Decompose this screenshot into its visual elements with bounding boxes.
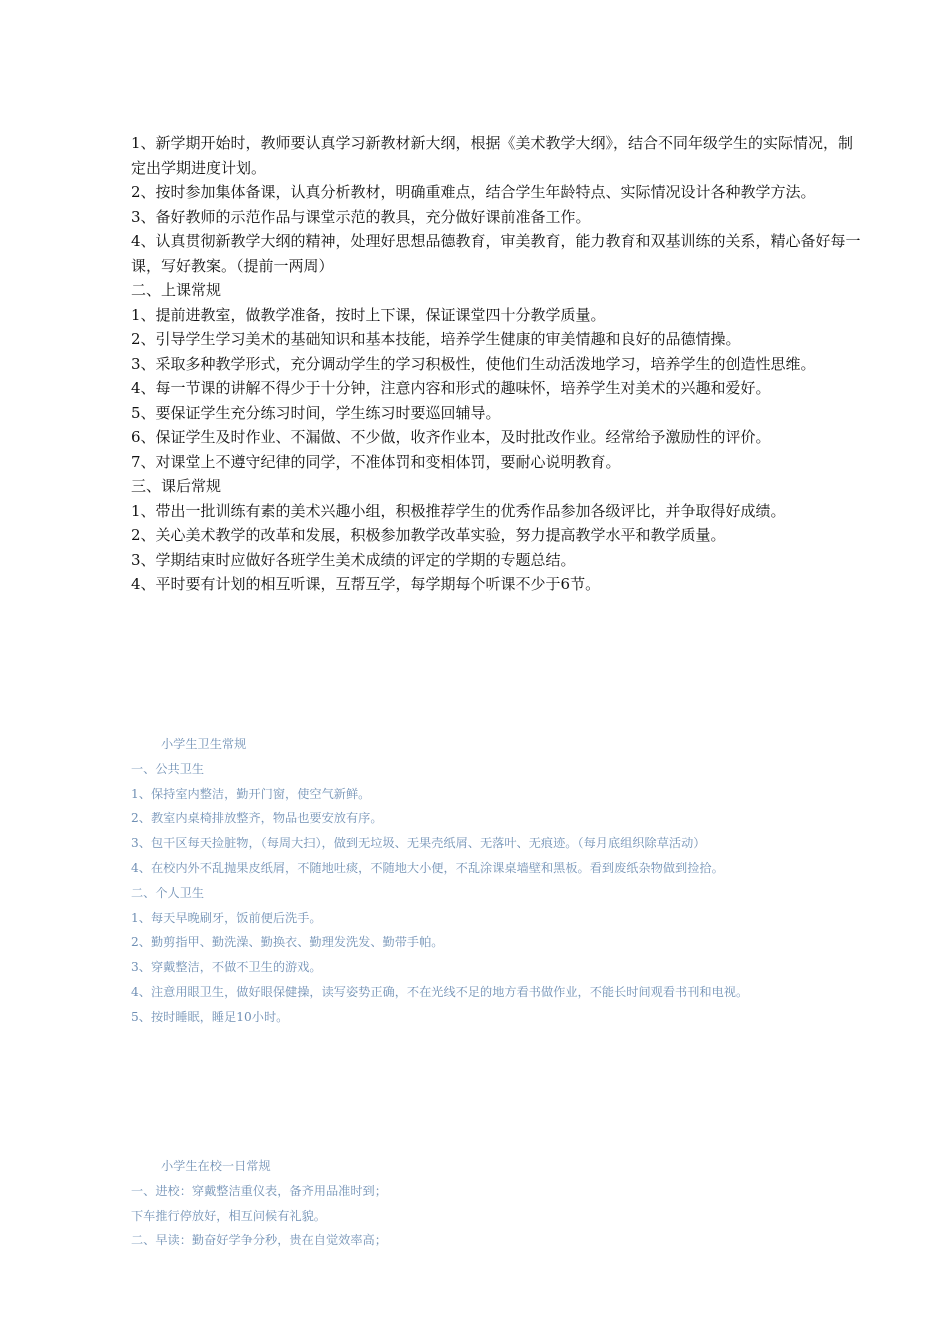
paragraph: 2、按时参加集体备课，认真分析教材，明确重难点，结合学生年龄特点、实际情况设计各种教学方法。 (131, 183, 816, 201)
list-item: 3、穿戴整洁，不做不卫生的游戏。 (131, 960, 322, 975)
list-item: 4、注意用眼卫生，做好眼保健操，读写姿势正确，不在光线不足的地方看书做作业，不能长时间观看书刊和电视。 (131, 984, 749, 999)
paragraph: 3、备好教师的示范作品与课堂示范的教具，充分做好课前准备工作。 (131, 207, 591, 226)
section-heading: 三、课后常规 (131, 477, 222, 495)
list-item: 5、按时睡眠，睡足10小时。 (131, 1009, 289, 1024)
teaching-routine-section (131, 131, 866, 597)
paragraph: 7、对课堂上不遵守纪律的同学，不准体罚和变相体罚，要耐心说明教育。 (131, 452, 621, 471)
paragraph: 6、保证学生及时作业、不漏做、不少做，收齐作业本，及时批改作业。经常给予激励性的评价。 (131, 428, 771, 446)
list-item: 3、包干区每天捡脏物，（每周大扫），做到无垃圾、无果壳纸屑、无落叶、无痕迹。（每月底组织除草活动） (131, 836, 706, 851)
daily-routine-section (131, 1154, 871, 1253)
paragraph: 1、提前进教室，做教学准备，按时上下课，保证课堂四十分教学质量。 (131, 305, 606, 324)
section-title: 小学生卫生常规 (161, 737, 247, 751)
paragraph: 3、采取多种教学形式，充分调动学生的学习积极性，使他们生动活泼地学习，培养学生的创造性思维。 (131, 354, 816, 373)
list-item: 2、教室内桌椅排放整齐，物品也要安放有序。 (131, 811, 383, 826)
list-item: 1、每天早晚刷牙，饭前便后洗手。 (131, 910, 322, 925)
list-item: 1、保持室内整洁，勤开门窗，使空气新鲜。 (131, 786, 371, 801)
paragraph: 1、新学期开始时，教师要认真学习新教材新大纲，根据《美术教学大纲》，结合不同年级学生的实际情况，制定出学期进度计划。 (131, 134, 854, 177)
list-item: 下车推行停放好，相互问候有礼貌。 (131, 1208, 326, 1223)
section-heading: 一、公共卫生 (131, 761, 205, 776)
paragraph: 2、引导学生学习美术的基础知识和基本技能，培养学生健康的审美情趣和良好的品德情操。 (131, 330, 741, 348)
hygiene-routine-section (131, 732, 871, 1030)
paragraph: 3、学期结束时应做好各班学生美术成绩的评定的学期的专题总结。 (131, 550, 576, 569)
paragraph: 1、带出一批训练有素的美术兴趣小组，积极推荐学生的优秀作品参加各级评比，并争取得好成绩。 (131, 501, 786, 520)
list-item: 二、早读：勤奋好学争分秒，贵在自觉效率高； (131, 1233, 387, 1248)
paragraph: 2、关心美术教学的改革和发展，积极参加教学改革实验，努力提高教学水平和教学质量。 (131, 526, 726, 544)
section-heading: 二、个人卫生 (131, 885, 205, 900)
list-item: 一、进校：穿戴整洁重仪表，备齐用品准时到； (131, 1183, 387, 1198)
paragraph: 4、认真贯彻新教学大纲的精神，处理好思想品德教育，审美教育，能力教育和双基训练的关系，精心备好每一课，写好教案。（提前一两周） (131, 232, 861, 275)
list-item: 4、在校内外不乱抛果皮纸屑，不随地吐痰，不随地大小便，不乱涂课桌墙壁和黑板。看到废纸杂物做到捡拾。 (131, 860, 724, 875)
list-item: 2、勤剪指甲、勤洗澡、勤换衣、勤理发洗发、勤带手帕。 (131, 935, 444, 950)
section-title: 小学生在校一日常规 (161, 1159, 271, 1173)
paragraph: 5、要保证学生充分练习时间，学生练习时要巡回辅导。 (131, 403, 501, 422)
section-heading: 二、上课常规 (131, 281, 222, 299)
paragraph: 4、每一节课的讲解不得少于十分钟，注意内容和形式的趣味怀，培养学生对美术的兴趣和爱好。 (131, 379, 771, 397)
paragraph: 4、平时要有计划的相互听课，互帮互学，每学期每个听课不少于6节。 (131, 575, 601, 593)
